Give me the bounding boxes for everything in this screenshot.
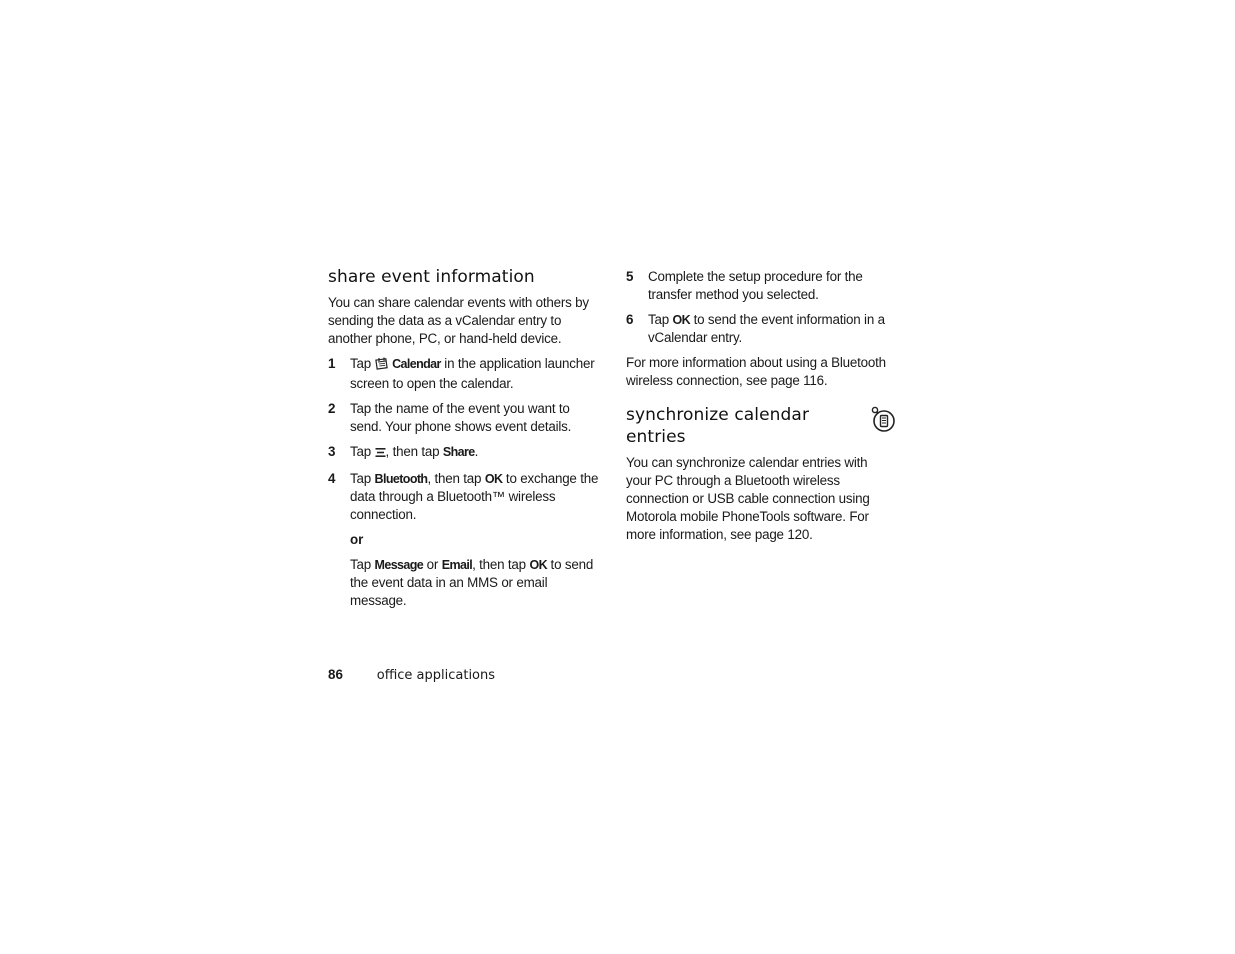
calendar-icon: [375, 357, 389, 375]
ok-key: OK: [672, 313, 691, 327]
share-intro: You can share calendar events with others by sending the data as a vCalendar entry to another phone, PC, or hand-held device.: [328, 295, 589, 346]
network-feature-icon: [870, 406, 896, 439]
sync-text: You can synchronize calendar entries with your PC through a Bluetooth wireless connection or USB cable connection using Motorola mobile PhoneTools software. For more information, see page 120.: [626, 455, 870, 542]
left-column: [328, 266, 600, 610]
ok-key: OK: [529, 558, 548, 572]
message-key: Message: [374, 558, 424, 572]
step-4: 4 Tap Bluetooth, then tap OK to exchange the data through a Bluetooth™ wireless connection.: [328, 471, 599, 522]
share-key: Share: [442, 445, 475, 459]
step-number: 4: [328, 471, 336, 486]
email-key: Email: [441, 558, 473, 572]
step-number: 6: [626, 312, 634, 327]
bluetooth-key: Bluetooth: [374, 472, 428, 486]
section-heading-sync: synchronize calendar entries: [626, 405, 810, 447]
step-5: 5 Complete the setup procedure for the transfer method you selected.: [626, 269, 863, 302]
bluetooth-more-info: For more information about using a Bluetooth wireless connection, see page 116.: [626, 355, 886, 388]
ok-key: OK: [484, 472, 503, 486]
alternate-step: Tap Message or Email, then tap OK to send the event data in an MMS or email message.: [350, 557, 594, 608]
step-1: 1 Tap Calendar in the application launcher screen to open the calendar.: [328, 356, 595, 391]
footer-section-name: office applications: [376, 668, 496, 683]
or-label: or: [350, 532, 364, 547]
page-number: 86: [328, 667, 343, 682]
page-footer: [328, 666, 495, 685]
step-number: 5: [626, 269, 634, 284]
calendar-key: Calendar: [392, 357, 441, 371]
sync-heading-block: [626, 404, 896, 448]
step-number: 3: [328, 444, 336, 459]
step-3: 3 Tap , then tap Share.: [328, 443, 600, 463]
step-number: 1: [328, 356, 336, 371]
step-number: 2: [328, 401, 336, 416]
right-column: [626, 266, 896, 544]
menu-icon: [375, 445, 386, 463]
step-6: 6 Tap OK to send the event information in a vCalendar entry.: [626, 312, 885, 345]
step-2: 2 Tap the name of the event you want to send. Your phone shows event details.: [328, 401, 572, 434]
section-heading-share: share event information: [328, 267, 535, 287]
